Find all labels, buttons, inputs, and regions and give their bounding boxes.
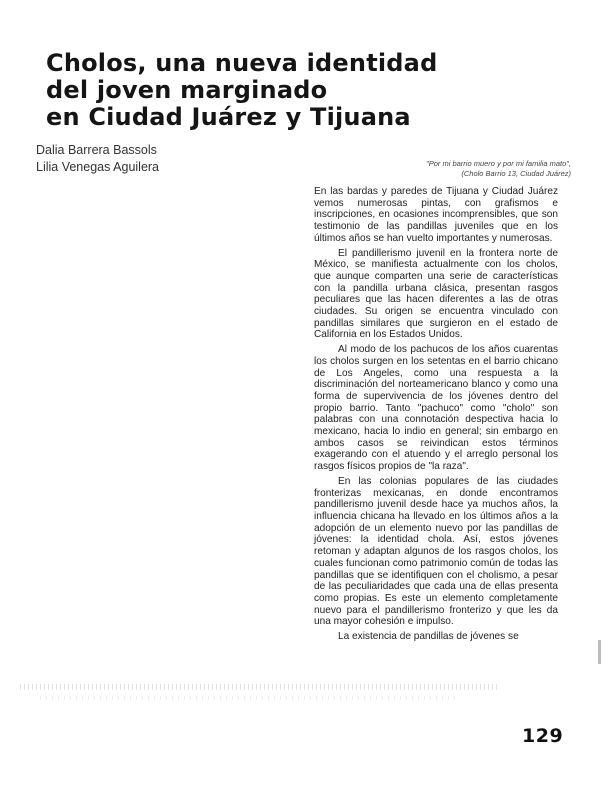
body-paragraph: En las bardas y paredes de Tijuana y Ciudad Juárez vemos numerosas pintas, con grafismos e inscripciones, en ocasiones incomprensibles, que son testimonio de las pandillas juveniles que en los últimos años se han vuelto importantes y numerosas. <box>314 186 558 244</box>
page-number: 129 <box>522 725 564 747</box>
scan-noise <box>40 696 460 700</box>
scan-edge-mark <box>598 640 601 664</box>
body-paragraph: La existencia de pandillas de jóvenes se <box>338 631 519 643</box>
title-line-3: en Ciudad Juárez y Tijuana <box>46 103 411 131</box>
body-paragraph: El pandillerismo juvenil en la frontera norte de México, se manifiesta actualmente con los cholos, que aunque comparten una serie de características con la pandilla urbana clásica, presentan rasgos peculiares que las hacen diferentes a las de otras ciudades. Su origen se encuentra vinculado con pandillas similares que surgieron en el estado de California en los Estados Unidos. <box>314 247 558 341</box>
epigraph-quote: "Por mi barrio muero y por mi familia mato", <box>426 159 571 168</box>
body-paragraph: Al modo de los pachucos de los años cuarentas los cholos surgen en los setentas en el barrio chicano de Los Angeles, como una respuesta a la discriminación del norteamericano blanco y como una forma de supervivencia de los jóvenes dentro del propio barrio. Tanto "pachuco" como "cholo" son palabras con una connotación despectiva hacia lo mexicano, hacia lo indio en general; sin embargo en ambos casos se reivindican estos términos exagerando con el atuendo y el arreglo personal los rasgos físicos propios de "la raza". <box>314 344 558 473</box>
article-body-column <box>314 186 558 646</box>
body-paragraph: En las colonias populares de las ciudades fronterizas mexicanas, en donde encontramos pandillerismo juvenil desde hace ya muchos años, la influencia chicana ha llevado en los últimos años a la adopción de un elemento nuevo por las pandillas de jóvenes: la identidad chola. Así, estos jóvenes retoman y adaptan algunos de los rasgos cholos, los cuales funcionan como patrimonio común de todas las pandillas que se identifiquen con el cholismo, a pesar de las peculiaridades que cada una de ellas presenta como propias. Es este un elemento completamente nuevo para el pandillerismo fronterizo y que les da una mayor cohesión e impulso. <box>314 475 558 628</box>
author-name: Dalia Barrera Bassols <box>36 143 157 157</box>
title-line-2: del joven marginado <box>46 76 328 104</box>
author-name: Lilia Venegas Aguilera <box>36 160 160 174</box>
title-line-1: Cholos, una nueva identidad <box>46 49 438 77</box>
article-title <box>46 50 466 131</box>
epigraph-source: (Cholo Barrio 13, Ciudad Juárez) <box>461 169 571 178</box>
author-list <box>36 142 159 176</box>
scan-noise <box>20 684 500 690</box>
epigraph <box>361 159 571 179</box>
